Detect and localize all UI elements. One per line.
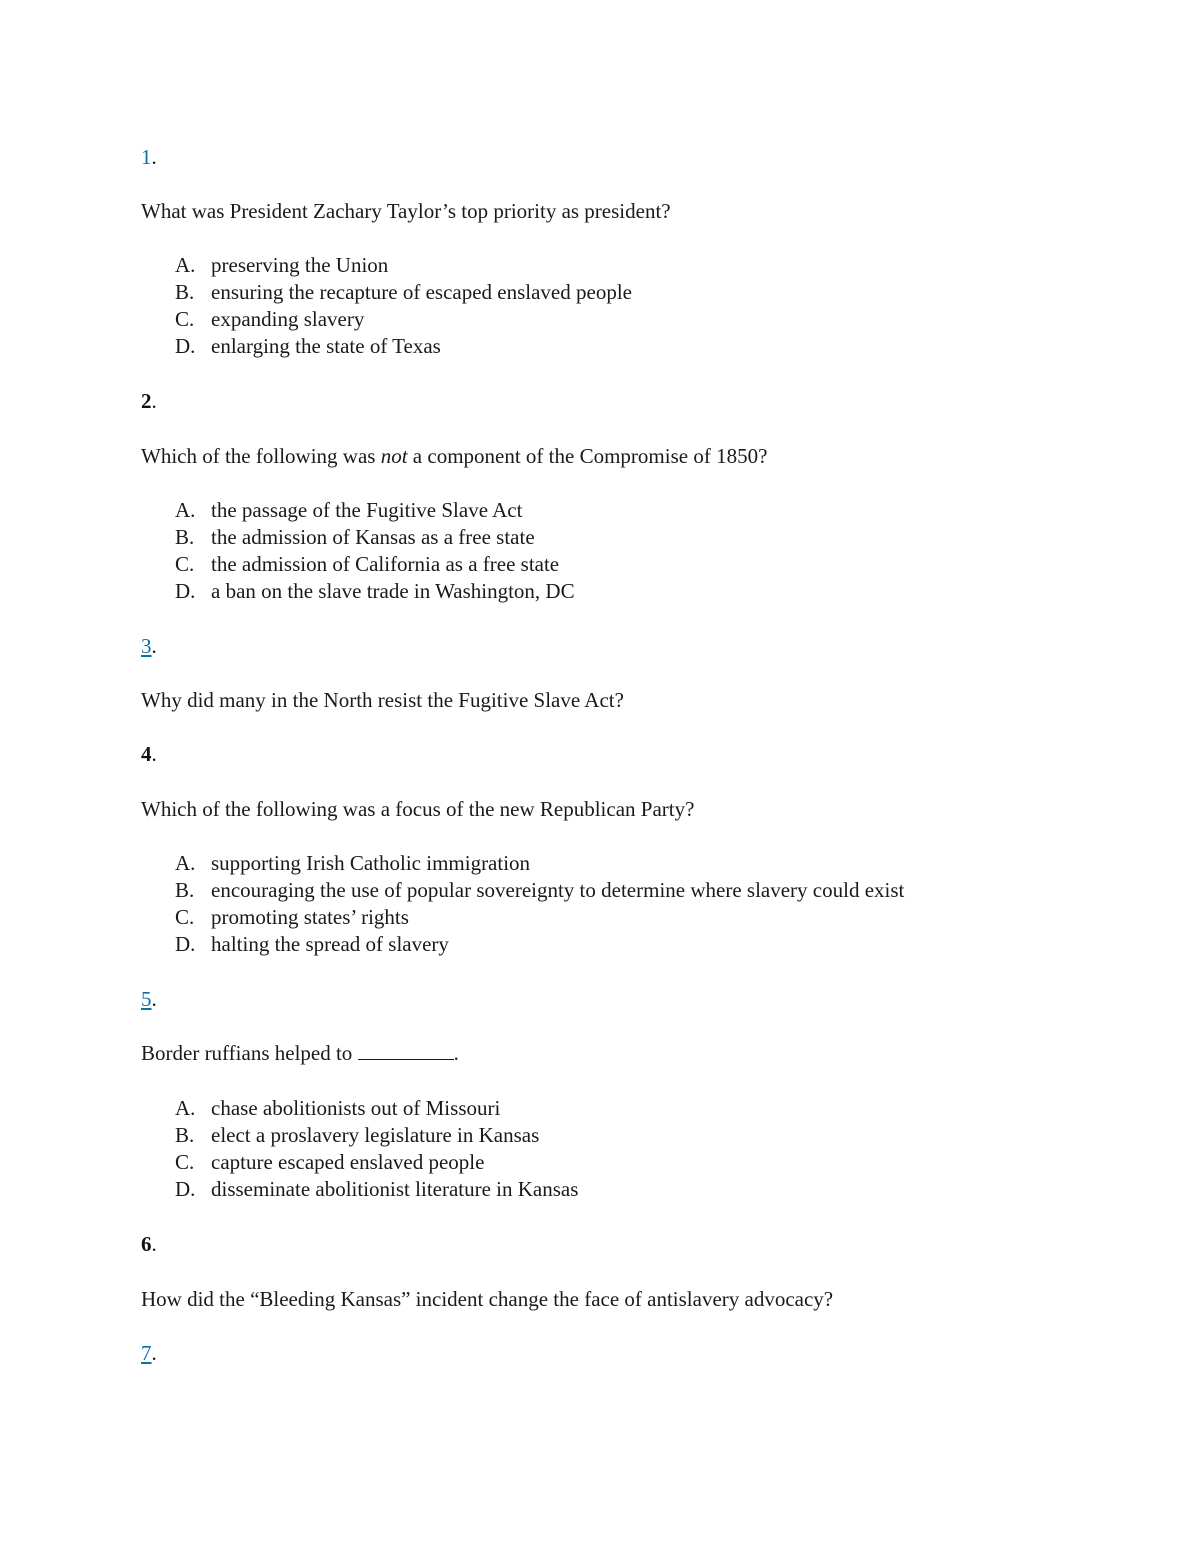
answer-option <box>175 1150 578 1177</box>
question-link-5[interactable]: 5 <box>141 987 152 1011</box>
answer-option <box>175 253 632 280</box>
answer-option <box>175 525 575 552</box>
option-text: ensuring the recapture of escaped enslaved people <box>211 280 632 304</box>
answer-option <box>175 932 904 959</box>
answer-options-2 <box>175 498 575 606</box>
option-text: a ban on the slave trade in Washington, DC <box>211 579 575 603</box>
answer-options-5 <box>175 1096 578 1204</box>
option-letter: B. <box>175 525 195 549</box>
prompt-part: Which of the following was <box>141 444 381 468</box>
question-number-1[interactable]: 1. <box>141 145 157 169</box>
option-letter: D. <box>175 932 196 956</box>
option-text: the passage of the Fugitive Slave Act <box>211 498 523 522</box>
prompt-part: Border ruffians helped to <box>141 1041 358 1065</box>
question-number-7[interactable]: 7. <box>141 1341 157 1365</box>
question-prompt-6: How did the “Bleeding Kansas” incident change the face of antislavery advocacy? <box>141 1287 834 1311</box>
question-number-2: 2. <box>141 389 157 413</box>
option-letter: A. <box>175 851 196 875</box>
answer-option <box>175 280 632 307</box>
option-letter: C. <box>175 1150 195 1174</box>
option-text: expanding slavery <box>211 307 365 331</box>
option-text: halting the spread of slavery <box>211 932 449 956</box>
option-text: the admission of California as a free state <box>211 552 560 576</box>
option-letter: A. <box>175 253 196 277</box>
answer-option <box>175 905 904 932</box>
answer-option <box>175 334 632 361</box>
answer-option <box>175 498 575 525</box>
answer-option <box>175 878 904 905</box>
answer-option <box>175 1177 578 1204</box>
answer-option <box>175 1096 578 1123</box>
prompt-emphasis: not <box>380 444 408 468</box>
answer-option <box>175 552 575 579</box>
answer-option <box>175 851 904 878</box>
option-letter: D. <box>175 334 196 358</box>
answer-option <box>175 307 632 334</box>
option-text: disseminate abolitionist literature in Kansas <box>211 1177 579 1201</box>
option-letter: B. <box>175 280 195 304</box>
question-number-text-4: 4 <box>141 742 152 766</box>
option-letter: A. <box>175 1096 196 1120</box>
question-prompt-3: Why did many in the North resist the Fugitive Slave Act? <box>141 688 624 712</box>
question-number-5[interactable]: 5. <box>141 987 157 1011</box>
answer-option <box>175 579 575 606</box>
prompt-part: . <box>453 1041 459 1065</box>
option-letter: C. <box>175 905 195 929</box>
question-prompt-2 <box>141 444 767 468</box>
question-prompt-5 <box>141 1041 459 1065</box>
question-number-6: 6. <box>141 1232 157 1256</box>
question-link-1[interactable]: 1 <box>141 145 152 169</box>
answer-options-4 <box>175 851 904 959</box>
option-text: capture escaped enslaved people <box>211 1150 485 1174</box>
question-number-text-6: 6 <box>141 1232 152 1256</box>
option-text: encouraging the use of popular sovereignty to determine where slavery could exist <box>211 878 905 902</box>
question-link-3[interactable]: 3 <box>141 634 152 658</box>
option-text: chase abolitionists out of Missouri <box>211 1096 501 1120</box>
question-number-4: 4. <box>141 742 157 766</box>
option-letter: C. <box>175 552 195 576</box>
question-prompt-4: Which of the following was a focus of the new Republican Party? <box>141 797 695 821</box>
fill-in-blank <box>358 1041 454 1060</box>
option-text: preserving the Union <box>211 253 389 277</box>
option-letter: C. <box>175 307 195 331</box>
question-number-3[interactable]: 3. <box>141 634 157 658</box>
option-text: elect a proslavery legislature in Kansas <box>211 1123 540 1147</box>
option-letter: D. <box>175 1177 196 1201</box>
answer-option <box>175 1123 578 1150</box>
option-text: supporting Irish Catholic immigration <box>211 851 531 875</box>
question-link-7[interactable]: 7 <box>141 1341 152 1365</box>
option-letter: A. <box>175 498 196 522</box>
option-text: enlarging the state of Texas <box>211 334 441 358</box>
question-number-text-2: 2 <box>141 389 152 413</box>
option-text: promoting states’ rights <box>211 905 409 929</box>
option-letter: B. <box>175 878 195 902</box>
option-letter: B. <box>175 1123 195 1147</box>
option-text: the admission of Kansas as a free state <box>211 525 535 549</box>
question-prompt-1: What was President Zachary Taylor’s top priority as president? <box>141 199 671 223</box>
option-letter: D. <box>175 579 196 603</box>
prompt-part: a component of the Compromise of 1850? <box>407 444 768 468</box>
answer-options-1 <box>175 253 632 361</box>
